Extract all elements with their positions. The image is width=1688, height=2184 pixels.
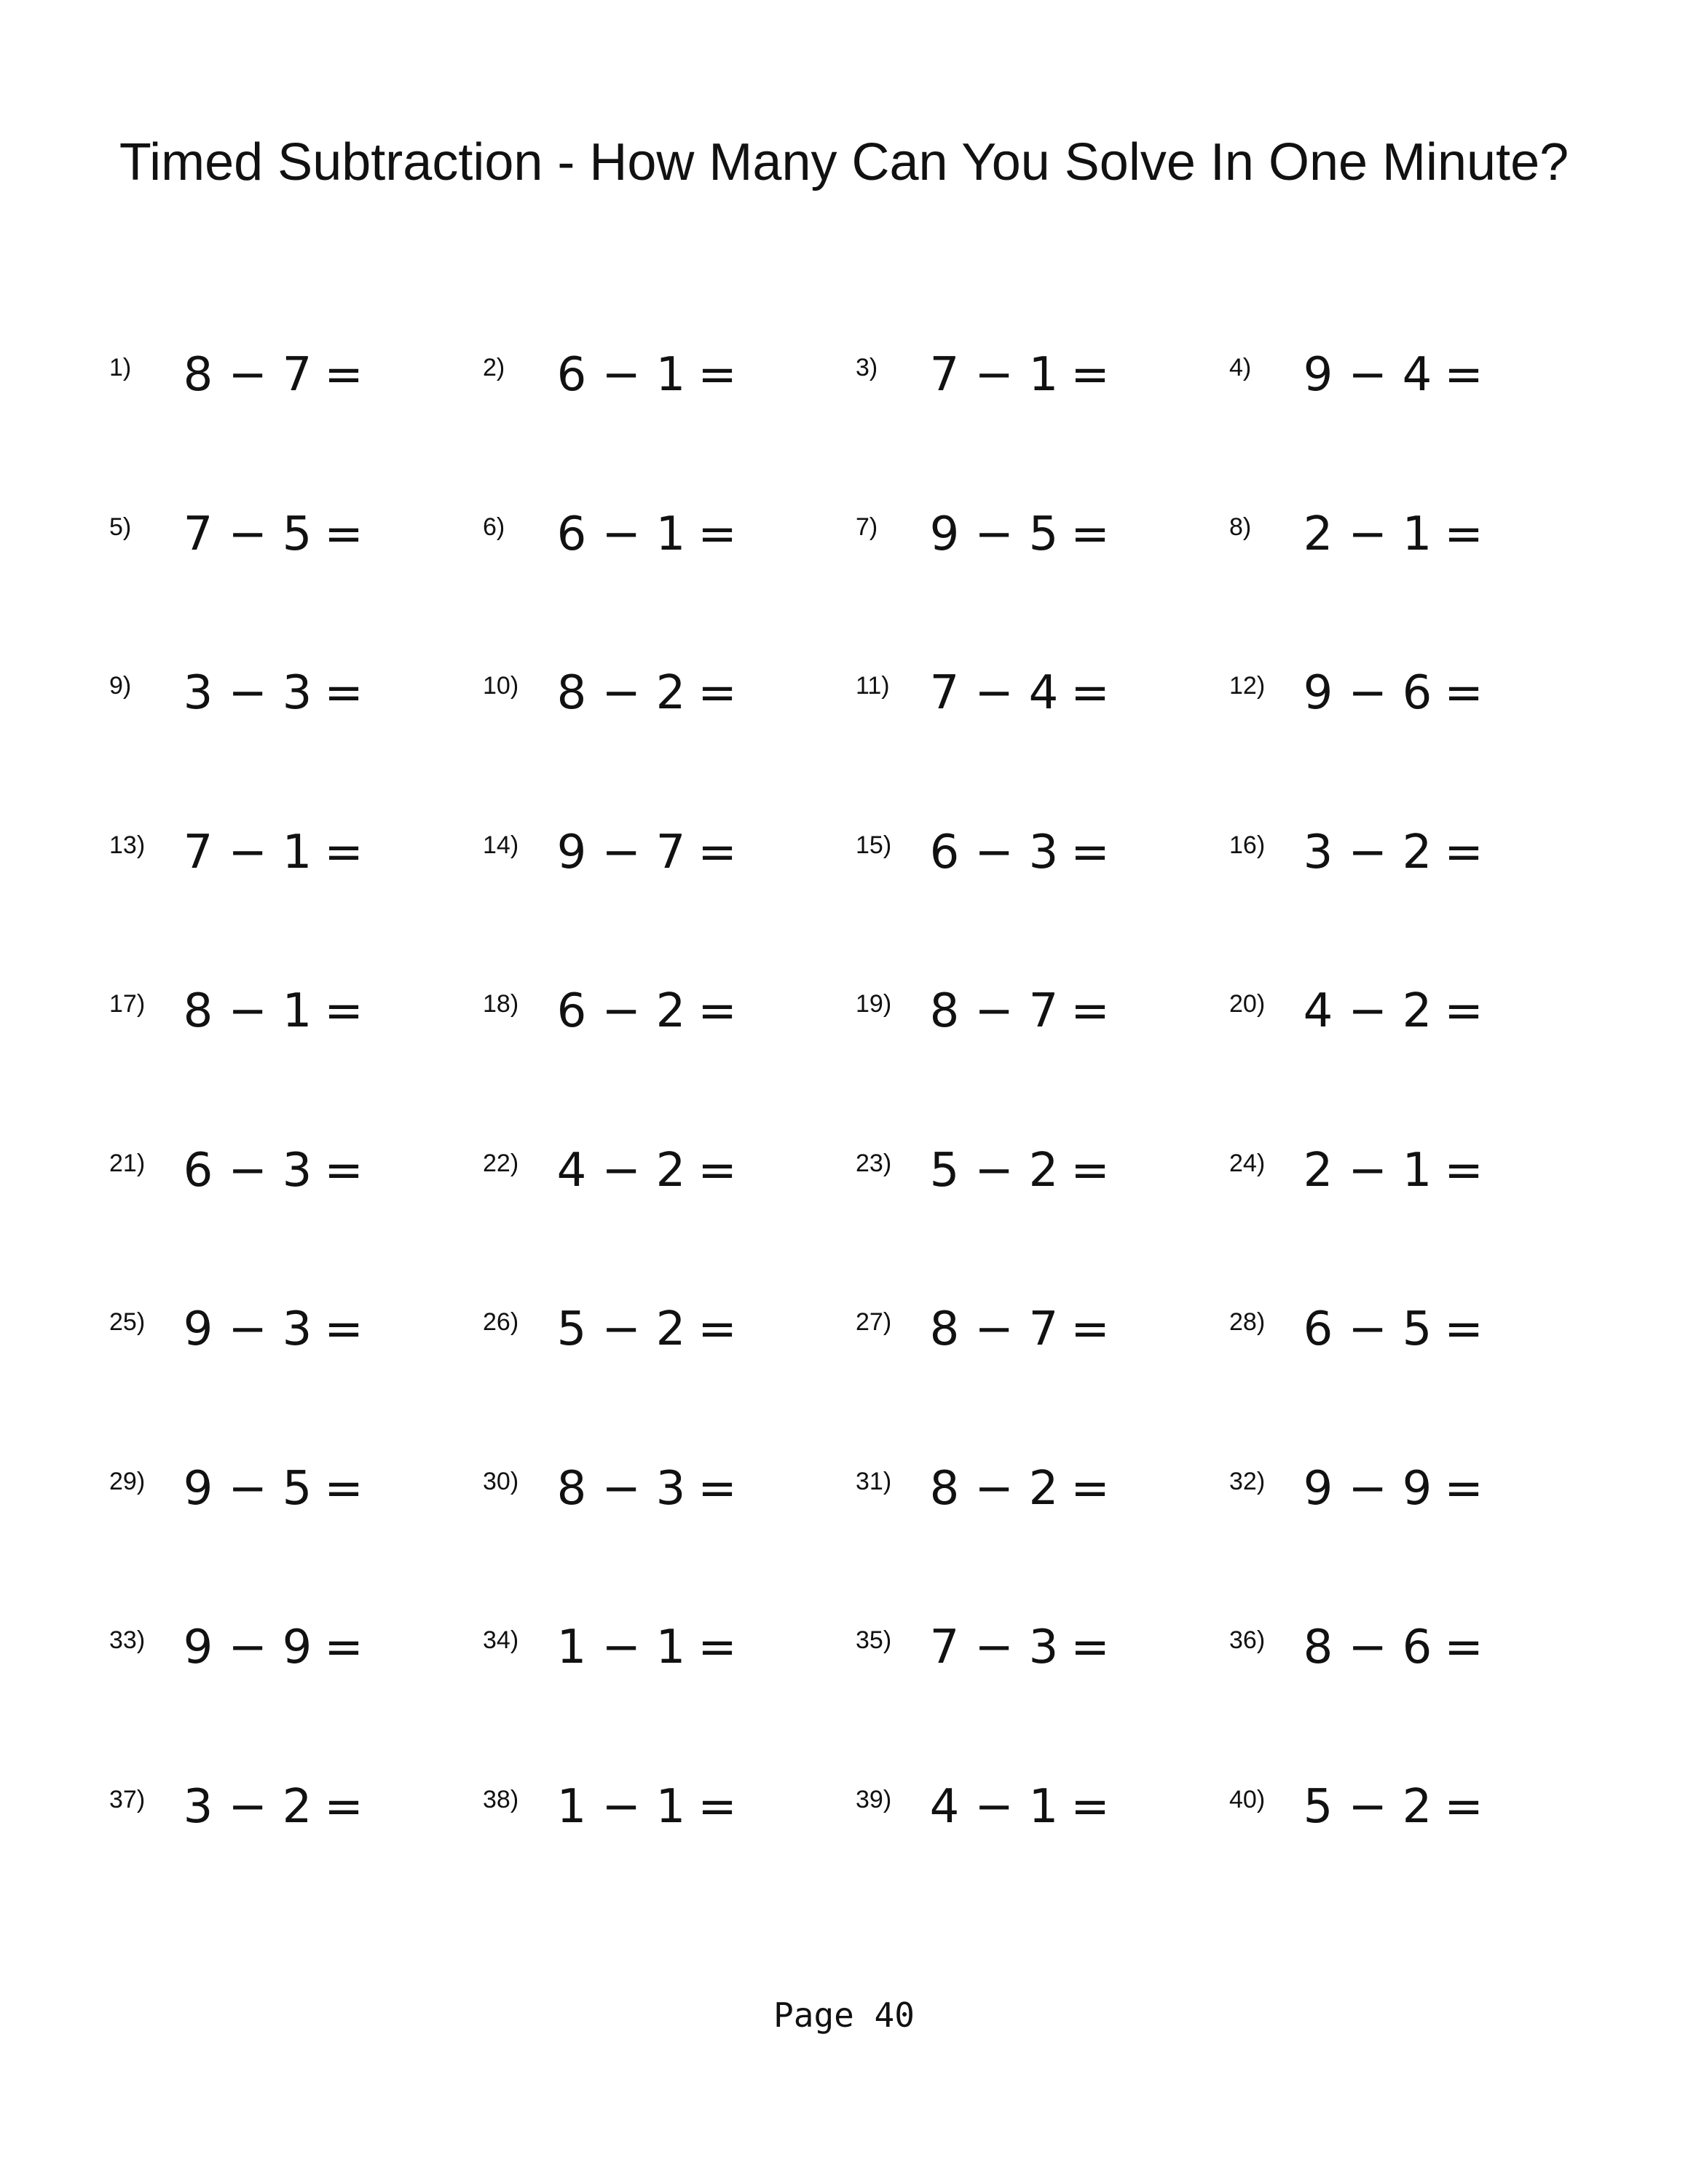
minus-sign: −: [1348, 1144, 1387, 1198]
minus-sign: −: [228, 1302, 267, 1356]
equals-sign: =: [1444, 1780, 1483, 1834]
subtrahend: 1: [655, 507, 686, 561]
problem-number: 33): [109, 1626, 146, 1654]
subtrahend: 1: [655, 1621, 686, 1674]
problem-item: [856, 505, 1191, 578]
subtrahend: 7: [655, 826, 686, 879]
subtrahend: 6: [1402, 1621, 1432, 1674]
minus-sign: −: [228, 1621, 267, 1674]
problem-number: 25): [109, 1308, 146, 1336]
minuend: 8: [1303, 1621, 1333, 1674]
problem-number: 1): [109, 354, 132, 381]
problem-number: 35): [856, 1626, 892, 1654]
subtrahend: 1: [1402, 1144, 1432, 1198]
problem-item: [856, 982, 1191, 1055]
problem-number: 13): [109, 831, 146, 859]
equals-sign: =: [324, 1621, 363, 1674]
minuend: 5: [929, 1144, 960, 1198]
subtrahend: 1: [655, 348, 686, 402]
minus-sign: −: [1348, 1302, 1387, 1356]
minuend: 8: [183, 984, 213, 1038]
minus-sign: −: [974, 1302, 1014, 1356]
subtrahend: 2: [282, 1780, 312, 1834]
minuend: 7: [183, 507, 213, 561]
minus-sign: −: [974, 984, 1014, 1038]
problem-number: 32): [1229, 1468, 1266, 1495]
problem-number: 26): [483, 1308, 519, 1336]
problem-number: 36): [1229, 1626, 1266, 1654]
problem-number: 38): [483, 1786, 519, 1813]
minus-sign: −: [974, 1780, 1014, 1834]
equals-sign: =: [698, 666, 737, 720]
minus-sign: −: [974, 826, 1014, 879]
minuend: 4: [929, 1780, 960, 1834]
minuend: 9: [929, 507, 960, 561]
minus-sign: −: [228, 348, 267, 402]
problem-item: [856, 823, 1191, 896]
subtrahend: 2: [1402, 984, 1432, 1038]
minus-sign: −: [228, 507, 267, 561]
minuend: 7: [929, 666, 960, 720]
problem-item: [109, 664, 444, 737]
problem-item: [856, 1618, 1191, 1691]
problem-number: 9): [109, 672, 132, 700]
minus-sign: −: [602, 984, 641, 1038]
problem-number: 16): [1229, 831, 1266, 859]
minus-sign: −: [1348, 984, 1387, 1038]
equals-sign: =: [324, 507, 363, 561]
minus-sign: −: [602, 1780, 641, 1834]
minuend: 9: [1303, 1462, 1333, 1516]
equals-sign: =: [1070, 1144, 1110, 1198]
problem-item: [109, 823, 444, 896]
problem-number: 2): [483, 354, 505, 381]
minuend: 2: [1303, 507, 1333, 561]
equals-sign: =: [324, 826, 363, 879]
subtrahend: 3: [1028, 1621, 1059, 1674]
minuend: 9: [183, 1302, 213, 1356]
subtrahend: 2: [655, 984, 686, 1038]
minus-sign: −: [602, 1302, 641, 1356]
problem-item: [483, 1142, 818, 1214]
problem-item: [1229, 823, 1564, 896]
problem-number: 8): [1229, 513, 1252, 541]
minuend: 9: [556, 826, 587, 879]
minuend: 9: [183, 1462, 213, 1516]
minus-sign: −: [602, 348, 641, 402]
minus-sign: −: [602, 1462, 641, 1516]
problem-number: 40): [1229, 1786, 1266, 1813]
problem-number: 28): [1229, 1308, 1266, 1336]
equals-sign: =: [698, 1302, 737, 1356]
subtrahend: 1: [1402, 507, 1432, 561]
minus-sign: −: [1348, 1621, 1387, 1674]
minus-sign: −: [602, 666, 641, 720]
problem-number: 22): [483, 1150, 519, 1177]
minus-sign: −: [228, 984, 267, 1038]
page-footer: Page 40: [773, 1995, 915, 2035]
minuend: 8: [556, 1462, 587, 1516]
minuend: 8: [929, 1302, 960, 1356]
subtrahend: 1: [1028, 1780, 1059, 1834]
equals-sign: =: [1444, 1302, 1483, 1356]
problem-item: [483, 664, 818, 737]
equals-sign: =: [324, 348, 363, 402]
problem-item: [109, 505, 444, 578]
subtrahend: 4: [1402, 348, 1432, 402]
equals-sign: =: [1070, 826, 1110, 879]
minuend: 9: [1303, 666, 1333, 720]
subtrahend: 1: [655, 1780, 686, 1834]
subtrahend: 3: [1028, 826, 1059, 879]
problem-item: [856, 1300, 1191, 1373]
minuend: 8: [929, 984, 960, 1038]
equals-sign: =: [324, 984, 363, 1038]
subtrahend: 2: [1402, 1780, 1432, 1834]
minus-sign: −: [1348, 1780, 1387, 1834]
subtrahend: 5: [282, 1462, 312, 1516]
minus-sign: −: [602, 507, 641, 561]
subtrahend: 3: [282, 1302, 312, 1356]
minus-sign: −: [228, 666, 267, 720]
problem-number: 6): [483, 513, 505, 541]
problem-item: [1229, 1142, 1564, 1214]
equals-sign: =: [1070, 348, 1110, 402]
problem-item: [109, 1618, 444, 1691]
equals-sign: =: [1070, 1302, 1110, 1356]
equals-sign: =: [324, 1780, 363, 1834]
problem-item: [856, 346, 1191, 419]
problem-number: 19): [856, 990, 892, 1018]
minus-sign: −: [228, 1780, 267, 1834]
minuend: 7: [929, 1621, 960, 1674]
problem-number: 30): [483, 1468, 519, 1495]
problem-item: [483, 982, 818, 1055]
equals-sign: =: [698, 826, 737, 879]
problem-item: [856, 1142, 1191, 1214]
problem-number: 15): [856, 831, 892, 859]
subtrahend: 5: [282, 507, 312, 561]
problem-item: [483, 1460, 818, 1532]
minuend: 6: [183, 1144, 213, 1198]
problem-item: [109, 1142, 444, 1214]
problem-item: [856, 1778, 1191, 1851]
equals-sign: =: [698, 1780, 737, 1834]
problem-item: [1229, 982, 1564, 1055]
subtrahend: 3: [282, 1144, 312, 1198]
equals-sign: =: [1070, 507, 1110, 561]
minuend: 7: [183, 826, 213, 879]
minuend: 9: [1303, 348, 1333, 402]
subtrahend: 5: [1028, 507, 1059, 561]
subtrahend: 7: [282, 348, 312, 402]
minuend: 5: [1303, 1780, 1333, 1834]
equals-sign: =: [1444, 826, 1483, 879]
problem-item: [483, 1300, 818, 1373]
minuend: 8: [183, 348, 213, 402]
problem-item: [109, 346, 444, 419]
minuend: 7: [929, 348, 960, 402]
minus-sign: −: [974, 507, 1014, 561]
problem-item: [483, 1618, 818, 1691]
equals-sign: =: [1444, 984, 1483, 1038]
page-title: Timed Subtraction - How Many Can You Solve In One Minute?: [119, 133, 1569, 191]
minus-sign: −: [602, 1621, 641, 1674]
problem-item: [1229, 1618, 1564, 1691]
problem-item: [856, 1460, 1191, 1532]
subtrahend: 2: [655, 666, 686, 720]
equals-sign: =: [1070, 1621, 1110, 1674]
minus-sign: −: [974, 1144, 1014, 1198]
minus-sign: −: [602, 826, 641, 879]
problem-number: 7): [856, 513, 878, 541]
minuend: 3: [183, 666, 213, 720]
subtrahend: 9: [1402, 1462, 1432, 1516]
equals-sign: =: [698, 507, 737, 561]
equals-sign: =: [1070, 666, 1110, 720]
equals-sign: =: [1444, 348, 1483, 402]
problem-number: 34): [483, 1626, 519, 1654]
problem-item: [1229, 1460, 1564, 1532]
equals-sign: =: [698, 1621, 737, 1674]
subtrahend: 7: [1028, 984, 1059, 1038]
minuend: 1: [556, 1621, 587, 1674]
minus-sign: −: [228, 1462, 267, 1516]
equals-sign: =: [1070, 1780, 1110, 1834]
minuend: 4: [556, 1144, 587, 1198]
minuend: 8: [929, 1462, 960, 1516]
minus-sign: −: [974, 1621, 1014, 1674]
problem-number: 21): [109, 1150, 146, 1177]
problem-number: 5): [109, 513, 132, 541]
subtrahend: 2: [1402, 826, 1432, 879]
minus-sign: −: [228, 826, 267, 879]
problem-number: 39): [856, 1786, 892, 1813]
problem-number: 3): [856, 354, 878, 381]
subtrahend: 3: [655, 1462, 686, 1516]
minus-sign: −: [1348, 348, 1387, 402]
equals-sign: =: [1070, 984, 1110, 1038]
problem-number: 20): [1229, 990, 1266, 1018]
minus-sign: −: [974, 666, 1014, 720]
minuend: 9: [183, 1621, 213, 1674]
minuend: 1: [556, 1780, 587, 1834]
equals-sign: =: [1444, 1462, 1483, 1516]
subtrahend: 5: [1402, 1302, 1432, 1356]
problem-item: [109, 1460, 444, 1532]
subtrahend: 3: [282, 666, 312, 720]
problem-number: 17): [109, 990, 146, 1018]
minuend: 6: [929, 826, 960, 879]
equals-sign: =: [1070, 1462, 1110, 1516]
equals-sign: =: [1444, 1144, 1483, 1198]
problem-number: 27): [856, 1308, 892, 1336]
minus-sign: −: [602, 1144, 641, 1198]
problem-item: [109, 1778, 444, 1851]
problem-item: [483, 505, 818, 578]
subtrahend: 2: [655, 1144, 686, 1198]
subtrahend: 2: [655, 1302, 686, 1356]
problem-item: [1229, 1300, 1564, 1373]
equals-sign: =: [698, 1462, 737, 1516]
problem-number: 18): [483, 990, 519, 1018]
minuend: 8: [556, 666, 587, 720]
problem-number: 23): [856, 1150, 892, 1177]
problem-item: [1229, 505, 1564, 578]
equals-sign: =: [324, 666, 363, 720]
minuend: 3: [1303, 826, 1333, 879]
minuend: 5: [556, 1302, 587, 1356]
minuend: 6: [1303, 1302, 1333, 1356]
subtrahend: 7: [1028, 1302, 1059, 1356]
subtrahend: 2: [1028, 1462, 1059, 1516]
problem-item: [109, 1300, 444, 1373]
problem-number: 12): [1229, 672, 1266, 700]
minuend: 6: [556, 984, 587, 1038]
minus-sign: −: [1348, 666, 1387, 720]
problem-item: [483, 1778, 818, 1851]
problem-number: 14): [483, 831, 519, 859]
minus-sign: −: [1348, 507, 1387, 561]
minus-sign: −: [1348, 826, 1387, 879]
equals-sign: =: [698, 348, 737, 402]
minuend: 3: [183, 1780, 213, 1834]
problem-item: [109, 982, 444, 1055]
problem-item: [1229, 1778, 1564, 1851]
subtrahend: 6: [1402, 666, 1432, 720]
equals-sign: =: [324, 1302, 363, 1356]
problem-number: 29): [109, 1468, 146, 1495]
minuend: 6: [556, 348, 587, 402]
problem-number: 24): [1229, 1150, 1266, 1177]
minus-sign: −: [1348, 1462, 1387, 1516]
subtrahend: 1: [282, 826, 312, 879]
equals-sign: =: [698, 984, 737, 1038]
problem-number: 11): [856, 672, 890, 700]
subtrahend: 4: [1028, 666, 1059, 720]
problem-item: [483, 346, 818, 419]
minus-sign: −: [974, 348, 1014, 402]
equals-sign: =: [324, 1462, 363, 1516]
minus-sign: −: [974, 1462, 1014, 1516]
equals-sign: =: [1444, 666, 1483, 720]
problem-number: 10): [483, 672, 519, 700]
subtrahend: 2: [1028, 1144, 1059, 1198]
subtrahend: 1: [1028, 348, 1059, 402]
problem-number: 31): [856, 1468, 892, 1495]
problem-item: [1229, 664, 1564, 737]
subtrahend: 9: [282, 1621, 312, 1674]
problem-item: [483, 823, 818, 896]
problem-number: 4): [1229, 354, 1252, 381]
minuend: 2: [1303, 1144, 1333, 1198]
equals-sign: =: [698, 1144, 737, 1198]
equals-sign: =: [1444, 507, 1483, 561]
problem-item: [856, 664, 1191, 737]
equals-sign: =: [1444, 1621, 1483, 1674]
minuend: 6: [556, 507, 587, 561]
problem-number: 37): [109, 1786, 146, 1813]
minuend: 4: [1303, 984, 1333, 1038]
equals-sign: =: [324, 1144, 363, 1198]
minus-sign: −: [228, 1144, 267, 1198]
subtrahend: 1: [282, 984, 312, 1038]
problem-item: [1229, 346, 1564, 419]
